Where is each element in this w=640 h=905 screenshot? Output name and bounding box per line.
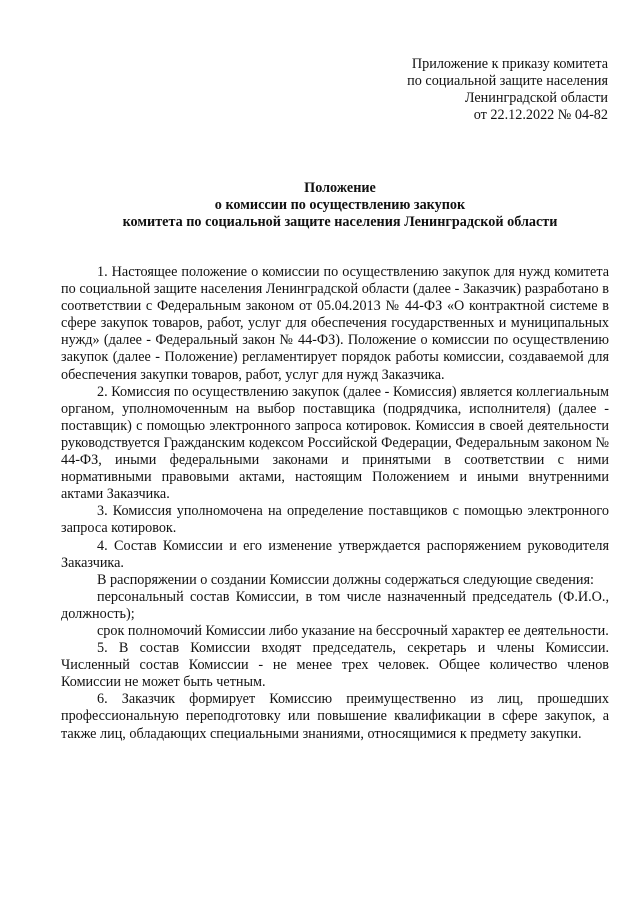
paragraph-1: 1. Настоящее положение о комиссии по осуществлению закупок для нужд комитета по социальной защите населения Ленинградской области (далее - Заказчик) разработано в соответствии с Федеральным законом от 05.04.2013 № 44-ФЗ «О контрактной системе в сфере закупок товаров, работ, услуг для обеспечения государственных и муниципальных нужд» (далее - Федеральный закон № 44-ФЗ). Положение о комиссии по осуществлению закупок (далее - Положение) регламентирует порядок работы комиссии, создаваемой для обеспечения закупки товаров, работ, услуг для нужд Заказчика.	[61, 264, 609, 383]
document-title	[60, 180, 620, 231]
approval-line: Ленинградской области	[464, 90, 608, 106]
title-line: комитета по социальной защите населения Ленинградской области	[122, 214, 558, 230]
approval-date-line: от 22.12.2022 № 04-82	[473, 107, 608, 123]
paragraph-4-item-composition: персональный состав Комиссии, в том числе назначенный председатель (Ф.И.О., должность);	[61, 588, 609, 622]
approval-block	[348, 56, 608, 124]
paragraph-3: 3. Комиссия уполномочена на определение поставщиков с помощью электронного запроса котировок.	[61, 503, 609, 537]
paragraph-5: 5. В состав Комиссии входят председатель, секретарь и члены Комиссии. Численный состав Комиссии - не менее трех человек. Общее количество членов Комиссии не может быть четным.	[61, 640, 609, 691]
title-line: о комиссии по осуществлению закупок	[214, 197, 466, 213]
approval-line: по социальной защите населения	[407, 73, 608, 89]
paragraph-4-item-term: срок полномочий Комиссии либо указание на бессрочный характер ее деятельности.	[97, 622, 609, 639]
paragraph-6: 6. Заказчик формирует Комиссию преимущественно из лиц, прошедших профессиональную переподготовку или повышение квалификации в сфере закупок, а также лиц, обладающих специальными знаниями, относящимися к предмету закупки.	[61, 691, 609, 742]
paragraph-4: 4. Состав Комиссии и его изменение утверждается распоряжением руководителя Заказчика.	[61, 537, 609, 571]
document-body	[61, 264, 609, 743]
approval-line: Приложение к приказу комитета	[411, 56, 608, 72]
title-line: Положение	[304, 180, 376, 196]
paragraph-2: 2. Комиссия по осуществлению закупок (далее - Комиссия) является коллегиальным органом, уполномоченным на выбор поставщика (подрядчика, исполнителя) (далее - поставщик) с помощью электронного запроса котировок. Комиссия в своей деятельности руководствуется Гражданским кодексом Российской Федерации, Федеральным законом № 44-ФЗ, иными федеральными законами и принятыми в соответствии с ними нормативными правовыми актами, настоящим Положением и иными внутренними актами Заказчика.	[61, 383, 609, 503]
paragraph-4-intro: В распоряжении о создании Комиссии должны содержаться следующие сведения:	[97, 571, 594, 588]
